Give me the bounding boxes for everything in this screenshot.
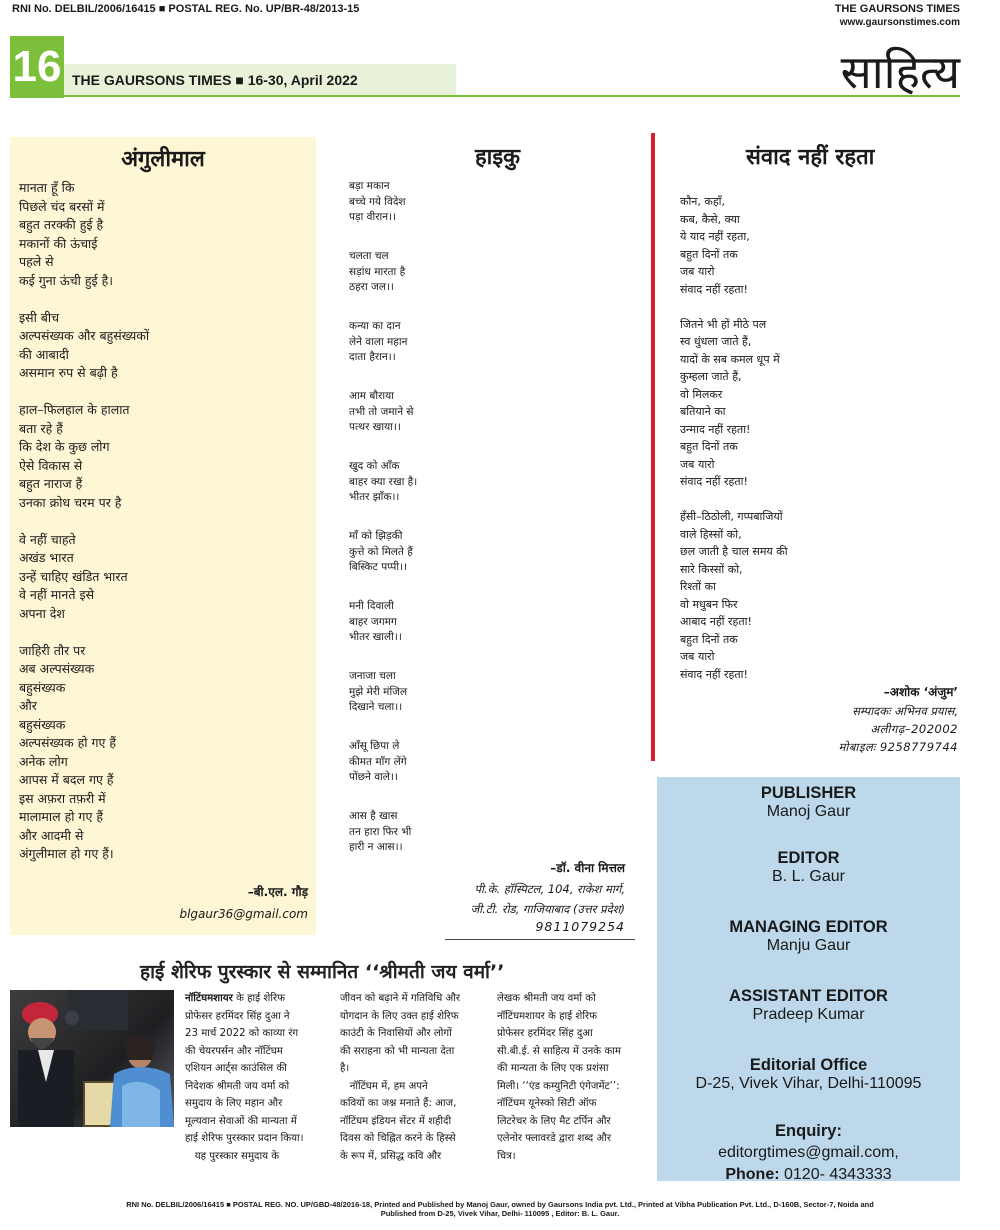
haiku-stanza: चलता चल सड़ांध मारता है ठहरा जल।। [349,250,406,293]
footer-line-2: Published from D-25, Vivek Vihar, Delhi- 110095 , Editor: B. L. Gaur. [380,1209,620,1218]
poem3-editor-line: सम्पादकः अभिनव प्रयास, [852,704,958,718]
haiku-stanza: कन्या का दान लेने वाला महान दाता हैरान।। [349,320,408,363]
news-lead-word: नॉटिंघमशायर [185,993,233,1004]
poem-angulimaal-panel [10,137,316,935]
haiku-stanza: बड़ा मकान बच्चे गये विदेश पड़ा वीरान।। [349,180,406,223]
haiku-address-2: जी.टी. रोड, गाजियाबाद (उत्तर प्रदेश) [470,902,625,916]
brand-top [835,3,960,29]
news-column-1-text: के हाई शेरिफ प्रोफेसर हरमिंदर सिंह दुआ ने 23 मार्च 2022 को काव्या रंग की चेयरपर्सन और नॉटिंघम एशियन आर्ट्स काउंसिल की निदेशक श्रीमती जय वर्मा को समुदाय के लिए महान और मूल्यवान सेवाओं की मान्यता में हाई शेरिफ पुरस्कार प्रदान किया। यह पुरस्कार समुदाय के [185,993,304,1162]
editorial-office-address: D-25, Vivek Vihar, Delhi-110095 [695,1075,922,1092]
award-photo-illustration [10,990,174,1127]
publisher-label: PUBLISHER [760,784,857,802]
masthead: THE GAURSONS TIMES ■ 16-30, April 2022 [64,64,456,96]
managing-editor-label: MANAGING EDITOR [729,918,888,936]
editorial-office-label: Editorial Office [749,1056,868,1074]
section-title: साहित्य [840,45,960,99]
haiku-rule [445,939,635,940]
poem3-mobile: मोबाइलः 9258779744 [838,740,958,754]
staff-box [657,777,960,1181]
news-column-2: जीवन को बढ़ाने में गतिविधि और योगदान के लिए उक्त हाई शेरिफ काउंटी के निवासियों और लोगों की सराहना को भी मान्यता देता है। नॉटिंघम में, हम अपने कवियों का जश्न मनाते हैं: आज, नॉटिंघम इंडियन सेंटर में शहीदी दिवस को चिह्नित करने के हिस्से के रूप में, प्रसिद्ध कवि और [340,993,461,1162]
news-column-3: लेखक श्रीमती जय वर्मा को नॉटिंघमशायर के हाई शेरिफ प्रोफेसर हरमिंदर सिंह दुआ सी.बी.ई. से साहित्य में उनके काम की मान्यता के लिए एक प्रशंसा मिली। ‘‘एंड कम्युनिटी एंगेजमेंट’’: नॉटिंघम यूनेस्को सिटी ऑफ लिटरेचर के लिए मैट टर्पिन और एलेनोर फ्लावरडे द्वारा शब्द और चित्र। [497,993,621,1162]
haiku-author: –डॉ. वीना मित्तल [550,861,625,875]
red-divider [651,133,655,761]
enquiry-phone-line [657,1165,960,1184]
brand-top-name: THE GAURSONS TIMES [834,3,960,15]
haiku-list [349,179,417,861]
enquiry-label: Enquiry: [775,1122,842,1140]
poem-author-email[interactable]: blgaur36@gmail.com [179,907,308,921]
phone-label: Phone: [725,1166,780,1183]
news-headline: हाई शेरिफ पुरस्कार से सम्मानित ‘‘श्रीमती जय वर्मा’’ [140,961,505,983]
haiku-stanza: आँसू छिपा ले कीमत माँग लेंगे पोंछने वाले।। [349,740,407,783]
editor-label: EDITOR [777,849,840,867]
editor-name: B. L. Gaur [772,868,845,885]
rni-top-line: RNI No. DELBIL/2006/16415 ■ POSTAL REG. No. UP/BR-48/2013-15 [12,3,360,15]
page-number: 16 [10,36,64,98]
haiku-stanza: आस है खास तन हारा फिर भी हारी न आस।। [349,810,412,853]
award-photo [10,990,174,1127]
haiku-stanza: जनाजा चला मुझे मेरी मंजिल दिखाने चला।। [349,670,408,713]
haiku-title: हाइकु [475,145,521,170]
poem-body: मानता हूँ कि पिछले चंद बरसों में बहुत तरक्की हुई है मकानों की ऊंचाई पहले से कई गुना ऊंची हुई है। इसी बीच अल्पसंख्यक और बहुसंख्यकों की आबादी असमान रुप से बढ़ी है हाल–फिलहाल के हालात बता रहे हैं कि देश के कुछ लोग ऐसे विकास से बहुत नाराज हैं उनका क्रोध चरम पर है वे नहीं चाहते अखंड भारत उन्हें चाहिए खंडित भारत वे नहीं मानते इसे अपना देश जाहिरी तौर पर अब अल्पसंख्यक बहुसंख्यक और बहुसंख्यक अल्पसंख्यक हो गए हैं अनेक लोग आपस में बदल गए हैं इस अफ़रा तफ़री में मालामाल हो गए हैं और आदमी से अंगुलीमाल हो गए हैं। [19,180,150,861]
poem3-title: संवाद नहीं रहता [746,145,875,170]
news-column-1 [185,990,304,1165]
footer-line-1: RNI No. DELBIL/2006/16415 ■ POSTAL REG. NO. UP/GBD-48/2016-18, Printed and Published by Manoj Gaur, owned by Gaursons India pvt. Ltd., Printed at Vibha Publication Pvt. Ltd., D-160B, Sector-7, Noida and [126,1200,874,1209]
poem3-body: कौन, कहाँ, कब, कैसे, क्या ये याद नहीं रहता, बहुत दिनों तक जब यारो संवाद नहीं रहता! जितने भी हों मीठे पल स्व धुंधला जाते हैं, यादों के सब कमल धूप में कुम्हला जाते हैं, वो मिलकर बतियाने का उन्माद नहीं रहता! बहुत दिनों तक जब यारो संवाद नहीं रहता! हँसी–ठिठोली, गप्पबाजियों वाले हिस्सों को, छल जाती है चाल समय की सारे किस्सों को, रिश्तों का वो मधुबन फिर आबाद नहीं रहता! बहुत दिनों तक जब यारो संवाद नहीं रहता! [680,195,788,681]
haiku-stanza: माँ को झिड़की कुत्ते को मिलते हैं बिस्किट पप्पी।। [349,530,413,573]
poem-title: अंगुलीमाल [121,147,205,172]
poem-author: –बी.एल. गौड़ [247,885,308,899]
haiku-address-1: पी.के. हॉस्पिटल, 104, राकेश मार्ग, [474,882,625,896]
poem-samvad-section [662,137,960,757]
enquiry-email[interactable]: editorgtimes@gmail.com, [718,1144,899,1161]
managing-editor-name: Manju Gaur [766,937,851,954]
haiku-stanza: आम बौराया तभी तो जमाने से पत्थर खाया।। [349,390,414,433]
assistant-editor-label: ASSISTANT EDITOR [729,987,888,1005]
footer-imprint [50,1200,950,1218]
poem3-author: –अशोक ‘अंजुम’ [883,685,958,699]
haiku-stanza: मनी दिवाली बाहर जगमग भीतर खाली।। [349,600,402,643]
haiku-phone: 9811079254 [535,919,625,934]
header-divider [64,95,960,97]
haiku-section [335,137,635,942]
assistant-editor-name: Pradeep Kumar [752,1006,865,1023]
website-link[interactable]: www.gaursonstimes.com [839,17,960,28]
phone-number: 0120- 4343333 [784,1166,892,1183]
haiku-stanza: खुद को आँक बाहर क्या रखा है। भीतर झाँक।। [349,460,418,503]
poem3-city: अलीगढ़–202002 [870,722,958,736]
publisher-name: Manoj Gaur [766,803,851,820]
